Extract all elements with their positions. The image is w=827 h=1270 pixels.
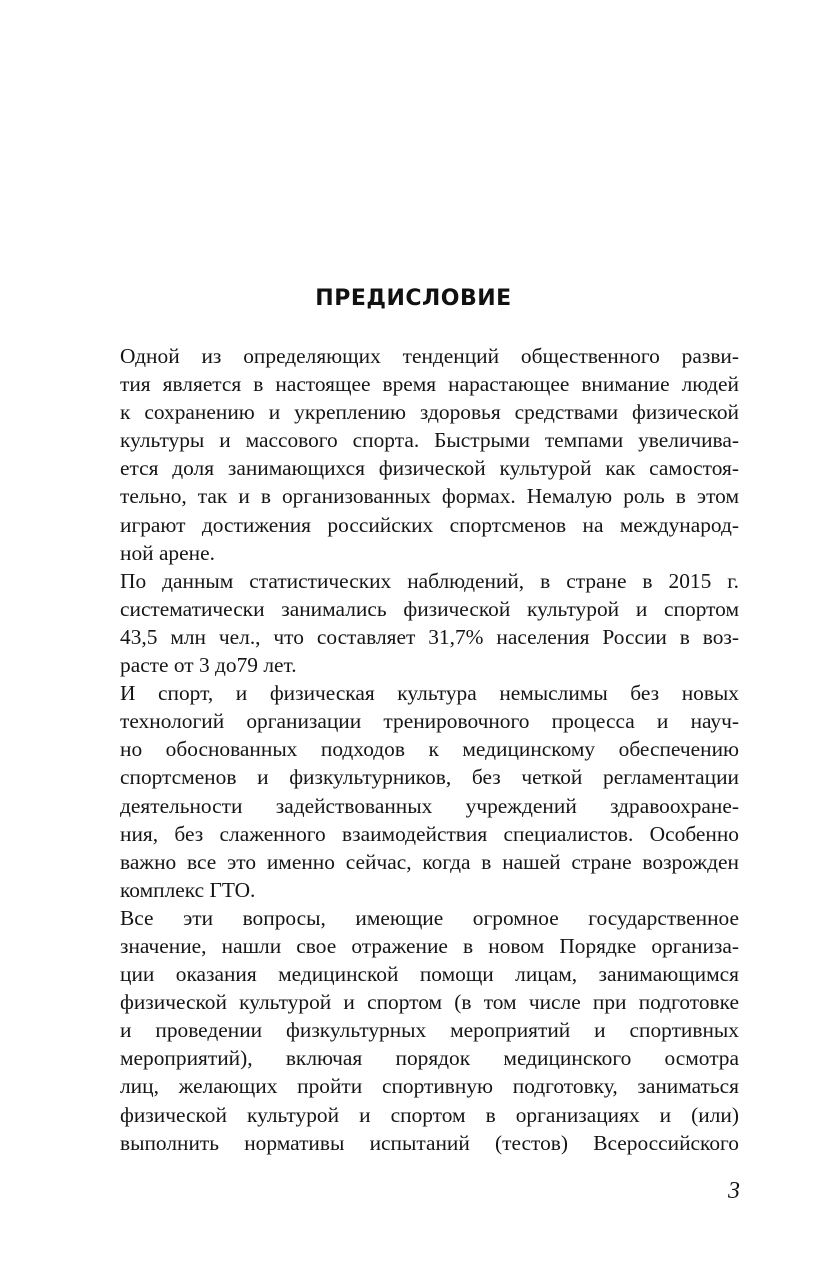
page-number: 3 xyxy=(728,1178,740,1204)
body-text xyxy=(90,342,739,1157)
paragraph-1 xyxy=(90,342,739,567)
text-line: важно все это именно сейчас, когда в нашей стране возрожден xyxy=(120,849,739,874)
text-line: спортсменов и физкультурников, без четкой регламентации xyxy=(120,765,739,790)
text-line: и проведении физкультурных мероприятий и спортивных xyxy=(120,1018,739,1043)
text-line: культуры и массового спорта. Быстрыми темпами увеличива- xyxy=(120,428,739,453)
text-line: Одной из определяющих тенденций общественного разви- xyxy=(120,344,739,368)
text-line: Все эти вопросы, имеющие огромное государственное xyxy=(120,905,739,930)
paragraph-3 xyxy=(90,679,739,904)
text-line: тия является в настоящее время нарастающее внимание людей xyxy=(120,372,739,397)
text-line: ется доля занимающихся физической культурой как самостоя- xyxy=(120,456,739,481)
text-line: И спорт, и физическая культура немыслимы без новых xyxy=(120,681,739,706)
text-line: технологий организации тренировочного процесса и науч- xyxy=(120,709,739,734)
text-line: физической культурой и спортом в организациях и (или) xyxy=(120,1102,739,1127)
text-line: физической культурой и спортом (в том числе при подготовке xyxy=(120,990,739,1015)
text-line: играют достижения российских спортсменов на международ- xyxy=(120,512,739,537)
paragraph-4 xyxy=(90,904,739,1157)
text-line: значение, нашли свое отражение в новом Порядке организа- xyxy=(120,933,739,958)
text-line: ной арене. xyxy=(120,540,215,565)
text-line: тельно, так и в организованных формах. Немалую роль в этом xyxy=(120,484,739,509)
text-line: мероприятий), включая порядок медицинского осмотра xyxy=(120,1046,739,1071)
text-line: выполнить нормативы испытаний (тестов) Всероссийского xyxy=(120,1130,739,1155)
text-line: комплекс ГТО. xyxy=(120,877,256,902)
paragraph-2 xyxy=(90,567,739,679)
text-line: 43,5 млн чел., что составляет 31,7% населения России в воз- xyxy=(120,624,739,649)
text-line: лиц, желающих пройти спортивную подготовку, заниматься xyxy=(120,1074,739,1099)
text-line: деятельности задействованных учреждений здравоохране- xyxy=(120,793,739,818)
text-line: ции оказания медицинской помощи лицам, занимающимся xyxy=(120,962,739,987)
text-line: но обоснованных подходов к медицинскому обеспечению xyxy=(120,737,739,762)
text-line: систематически занимались физической культурой и спортом xyxy=(120,596,739,621)
text-line: расте от 3 до79 лет. xyxy=(120,653,297,678)
page-title: ПРЕДИСЛОВИЕ xyxy=(315,286,512,311)
text-line: к сохранению и укреплению здоровья средствами физической xyxy=(120,400,739,425)
text-line: По данным статистических наблюдений, в стране в 2015 г. xyxy=(120,568,739,593)
text-line: ния, без слаженного взаимодействия специалистов. Особенно xyxy=(120,821,739,846)
